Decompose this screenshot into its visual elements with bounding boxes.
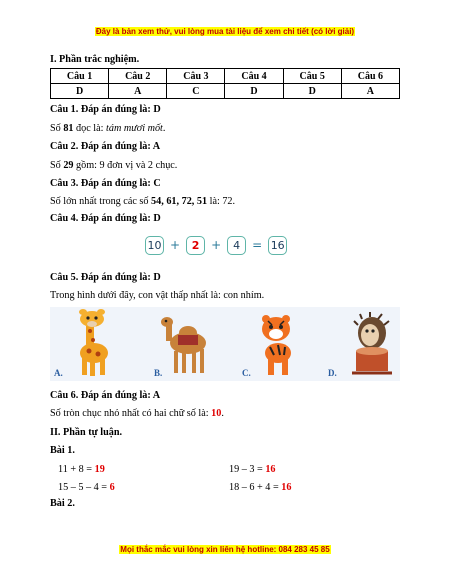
q1-post: . xyxy=(162,123,166,134)
q4-title: Câu 4. Đáp án đúng là: D xyxy=(50,213,161,224)
bai1-item xyxy=(229,482,291,493)
q6-answer: 10 xyxy=(211,408,222,419)
q3-pre: Số lớn nhất trong các số xyxy=(50,196,152,207)
tiger-image xyxy=(248,307,308,381)
answer-table-header: Câu 5 xyxy=(283,69,341,84)
q2-text xyxy=(50,160,177,171)
bai1-expr: 18 – 6 + 4 = xyxy=(229,482,282,493)
eq-box-result: 16 xyxy=(268,236,287,255)
bai1-expr: 19 – 3 = xyxy=(229,464,266,475)
answer-table-header: Câu 4 xyxy=(225,69,283,84)
bai1-item xyxy=(58,482,115,493)
q6-title: Câu 6. Đáp án đúng là: A xyxy=(50,390,161,401)
eq-box-c: 4 xyxy=(227,236,246,255)
q1-mid: đọc là: xyxy=(73,123,107,134)
q1-num: 81 xyxy=(63,123,74,134)
option-d-label: D. xyxy=(328,368,337,378)
answer-table-cell: D xyxy=(51,84,109,99)
answer-table-header: Câu 6 xyxy=(341,69,399,84)
bai1-item xyxy=(229,464,276,475)
plus-sign: + xyxy=(211,238,222,252)
q4-equation xyxy=(145,233,287,257)
preview-banner xyxy=(0,27,450,36)
bai1-ans: 16 xyxy=(281,482,292,493)
answer-table-header: Câu 3 xyxy=(167,69,225,84)
eq-box-a: 10 xyxy=(145,236,164,255)
bai1-ans: 6 xyxy=(109,482,115,493)
q1-text xyxy=(50,123,165,134)
q3-post: là: 72. xyxy=(207,196,236,207)
plus-sign: + xyxy=(170,238,181,252)
bai1-ans: 16 xyxy=(265,464,276,475)
q1-pre: Số xyxy=(50,123,64,134)
option-c-label: C. xyxy=(242,368,251,378)
hotline-banner xyxy=(0,545,450,554)
q3-nums: 54, 61, 72, 51 xyxy=(151,196,208,207)
q3-text xyxy=(50,196,235,207)
animals-image xyxy=(50,307,400,381)
q5-title: Câu 5. Đáp án đúng là: D xyxy=(50,272,161,283)
hedgehog-image xyxy=(342,307,402,381)
answer-table xyxy=(50,68,400,99)
q6-text xyxy=(50,408,224,419)
equals-sign: = xyxy=(252,238,263,252)
q6-pre: Số tròn chục nhỏ nhất có hai chữ số là: xyxy=(50,408,212,419)
answer-table-cell: A xyxy=(109,84,167,99)
section1-title: I. Phần trắc nghiệm. xyxy=(50,54,140,65)
bai1-expr: 11 + 8 = xyxy=(58,464,95,475)
q2-num: 29 xyxy=(63,160,74,171)
camel-image xyxy=(156,307,216,381)
q5-text: Trong hình dưới đây, con vật thấp nhất là: con nhím. xyxy=(50,290,265,301)
q2-title: Câu 2. Đáp án đúng là: A xyxy=(50,141,161,152)
q3-title: Câu 3. Đáp án đúng là: C xyxy=(50,178,161,189)
answer-table-cell: D xyxy=(283,84,341,99)
bai1-expr: 15 – 5 – 4 = xyxy=(58,482,110,493)
answer-table-header: Câu 1 xyxy=(51,69,109,84)
section2-title: II. Phần tự luận. xyxy=(50,427,123,438)
bai2-title: Bài 2. xyxy=(50,498,75,509)
q6-post: . xyxy=(221,408,224,419)
hotline-banner-text: Mọi thắc mắc vui lòng xin liên hệ hotline: 084 283 45 85 xyxy=(120,545,330,554)
eq-box-b: 2 xyxy=(186,236,205,255)
q1-italic: tám mươi mốt xyxy=(106,123,163,134)
giraffe-image xyxy=(64,307,124,381)
q2-post: gồm: 9 đơn vị và 2 chục. xyxy=(73,160,178,171)
bai1-item xyxy=(58,464,105,475)
answer-table-cell: D xyxy=(225,84,283,99)
bai1-ans: 19 xyxy=(94,464,105,475)
q1-title: Câu 1. Đáp án đúng là: D xyxy=(50,104,161,115)
option-b-label: B. xyxy=(154,368,163,378)
option-a-label: A. xyxy=(54,368,63,378)
bai1-title: Bài 1. xyxy=(50,445,75,456)
answer-table-cell: A xyxy=(341,84,399,99)
q2-pre: Số xyxy=(50,160,64,171)
preview-banner-text: Đây là bản xem thử, vui lòng mua tài liệu để xem chi tiết (có lời giải) xyxy=(95,27,355,36)
answer-table-cell: C xyxy=(167,84,225,99)
answer-table-header: Câu 2 xyxy=(109,69,167,84)
